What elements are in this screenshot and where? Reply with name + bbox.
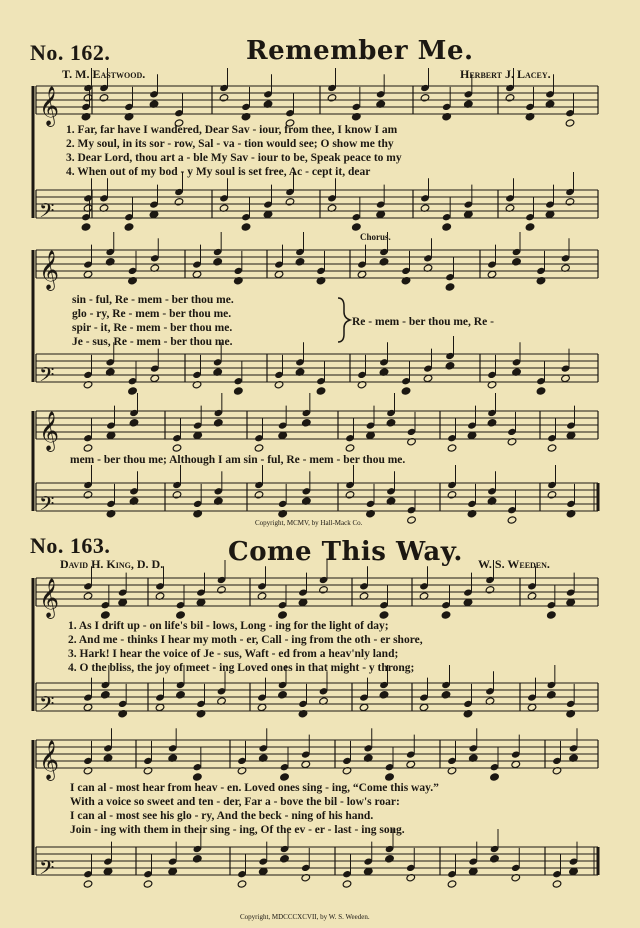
hymn-162-title: Remember Me.: [246, 36, 474, 66]
bass-clef: 𝄢: [39, 363, 55, 391]
notehead: [379, 691, 389, 699]
notehead: [525, 223, 535, 231]
notehead: [237, 880, 247, 888]
notehead: [99, 94, 109, 102]
chorus-label: Chorus.: [360, 232, 391, 242]
notehead: [176, 611, 186, 619]
notehead: [241, 223, 251, 231]
verse-line: glo - ry, Re - mem - ber thou me.: [72, 308, 232, 320]
notehead: [176, 691, 186, 699]
notehead: [552, 880, 562, 888]
notehead: [327, 94, 337, 102]
notehead: [385, 773, 395, 781]
verse-line: 1. As I drift up - on life's bil - lows, Long - ing for the light of day;: [68, 620, 389, 632]
bass-clef: 𝄢: [39, 692, 55, 720]
verse-line: spir - it, Re - mem - ber thou me.: [72, 322, 233, 334]
notehead: [295, 258, 305, 266]
notehead: [487, 419, 497, 427]
verse-line: I can al - most see his glo - ry, And the beck - ning of his hand.: [70, 810, 374, 822]
notehead: [285, 119, 295, 127]
notehead: [172, 444, 182, 452]
verse-line: 2. And me - thinks I hear my moth - er, Call - ing from the oth - er shore,: [68, 634, 423, 646]
verse-line: With a voice so sweet and ten - der, Far a - bove the bil - low's roar:: [70, 796, 400, 808]
notehead: [407, 516, 417, 524]
notehead: [345, 444, 355, 452]
notehead: [512, 258, 522, 266]
notehead: [547, 491, 557, 499]
verse-line: 4. When out of my bod - y My soul is set free, Ac - cept it, dear: [66, 166, 371, 178]
notehead: [278, 611, 288, 619]
notehead: [319, 586, 329, 594]
notehead: [280, 855, 290, 863]
notehead: [442, 223, 452, 231]
hymn-163-composer: W. S. Weeden.: [478, 557, 550, 571]
notehead: [379, 258, 389, 266]
notehead: [447, 880, 457, 888]
notehead: [278, 691, 288, 699]
notehead: [565, 119, 575, 127]
notehead: [81, 223, 91, 231]
treble-clef: 𝄞: [39, 86, 60, 126]
notehead: [83, 94, 93, 102]
notehead: [143, 880, 153, 888]
chorus-lyric: Re - mem - ber thou me, Re -: [352, 316, 494, 328]
notehead: [83, 444, 93, 452]
notehead: [547, 444, 557, 452]
treble-clef: 𝄞: [39, 578, 60, 618]
notehead: [447, 491, 457, 499]
treble-clef: 𝄞: [39, 411, 60, 451]
notehead: [345, 491, 355, 499]
hymn-162-number: No. 162.: [30, 40, 111, 65]
notehead: [101, 691, 111, 699]
notehead: [213, 258, 223, 266]
notehead: [490, 773, 500, 781]
notehead: [441, 611, 451, 619]
verse-line: I can al - most hear from heav - en. Loved ones sing - ing, “Come this way.”: [70, 782, 439, 794]
notehead: [401, 387, 411, 395]
notehead: [547, 691, 557, 699]
verse-line: 1. Far, far have I wandered, Dear Sav - iour, from thee, I know I am: [66, 124, 398, 136]
notehead: [342, 880, 352, 888]
chorus-brace: [338, 298, 350, 342]
notehead: [83, 880, 93, 888]
notehead: [505, 94, 515, 102]
notehead: [124, 223, 134, 231]
notehead: [280, 773, 290, 781]
notehead: [445, 283, 455, 291]
bass-clef: 𝄢: [39, 492, 55, 520]
hymn-162-author: T. M. Eastwood.: [62, 67, 146, 81]
notehead: [193, 773, 203, 781]
notehead: [565, 198, 575, 206]
notehead: [101, 611, 111, 619]
notehead: [352, 223, 362, 231]
notehead: [386, 419, 396, 427]
notehead: [385, 855, 395, 863]
notehead: [174, 119, 184, 127]
notehead: [105, 258, 115, 266]
notehead: [490, 855, 500, 863]
notehead: [174, 198, 184, 206]
treble-clef: 𝄞: [39, 250, 60, 290]
notehead: [254, 444, 264, 452]
notehead: [217, 586, 227, 594]
notehead: [420, 94, 430, 102]
notehead: [447, 444, 457, 452]
notehead: [285, 198, 295, 206]
notehead: [536, 387, 546, 395]
notehead: [128, 387, 138, 395]
notehead: [547, 611, 557, 619]
verse-line: 4. O the bliss, the joy of meet - ing Loved ones in that might - y throng;: [68, 662, 415, 674]
notehead: [193, 855, 203, 863]
notehead: [379, 611, 389, 619]
treble-clef: 𝄞: [39, 740, 60, 780]
verse-line: 3. Dear Lord, thou art a - ble My Sav - iour to be, Speak peace to my: [66, 152, 402, 164]
notehead: [485, 586, 495, 594]
hymn-163-title: Come This Way.: [228, 537, 463, 567]
hymn-162-copyright: Copyright, MCMV, by Hall-Mack Co.: [255, 519, 363, 527]
notehead: [254, 491, 264, 499]
notehead: [83, 491, 93, 499]
hymn-163-copyright: Copyright, MDCCCXCVII, by W. S. Weeden.: [240, 913, 370, 921]
verse-line: 3. Hark! I hear the voice of Je - sus, Waft - ed from a heav'nly land;: [68, 648, 399, 660]
notehead: [234, 387, 244, 395]
notehead: [316, 387, 326, 395]
bass-clef: 𝄢: [39, 199, 55, 227]
notehead: [214, 419, 224, 427]
notehead: [507, 516, 517, 524]
hymn-162-composer: Herbert J. Lacey.: [460, 67, 551, 81]
notehead: [172, 491, 182, 499]
notehead: [129, 419, 139, 427]
verse-line: Join - ing with them in their sing - ing, Of the ev - er - last - ing song.: [70, 824, 405, 836]
notehead: [219, 94, 229, 102]
hymn-163-number: No. 163.: [30, 533, 111, 558]
notehead: [302, 419, 312, 427]
notehead: [445, 362, 455, 370]
verse-line: 2. My soul, in its sor - row, Sal - va - tion would see; O show me thy: [66, 138, 394, 150]
hymn-163-author: David H. King, D. D.: [60, 557, 164, 571]
bass-clef: 𝄢: [39, 856, 55, 884]
verse-line: Je - sus, Re - mem - ber thou me.: [72, 336, 233, 348]
notehead: [441, 691, 451, 699]
hymn-162-system3-lyric: mem - ber thou me; Although I am sin - ful, Re - mem - ber thou me.: [70, 454, 406, 466]
verse-line: sin - ful, Re - mem - ber thou me.: [72, 294, 234, 306]
